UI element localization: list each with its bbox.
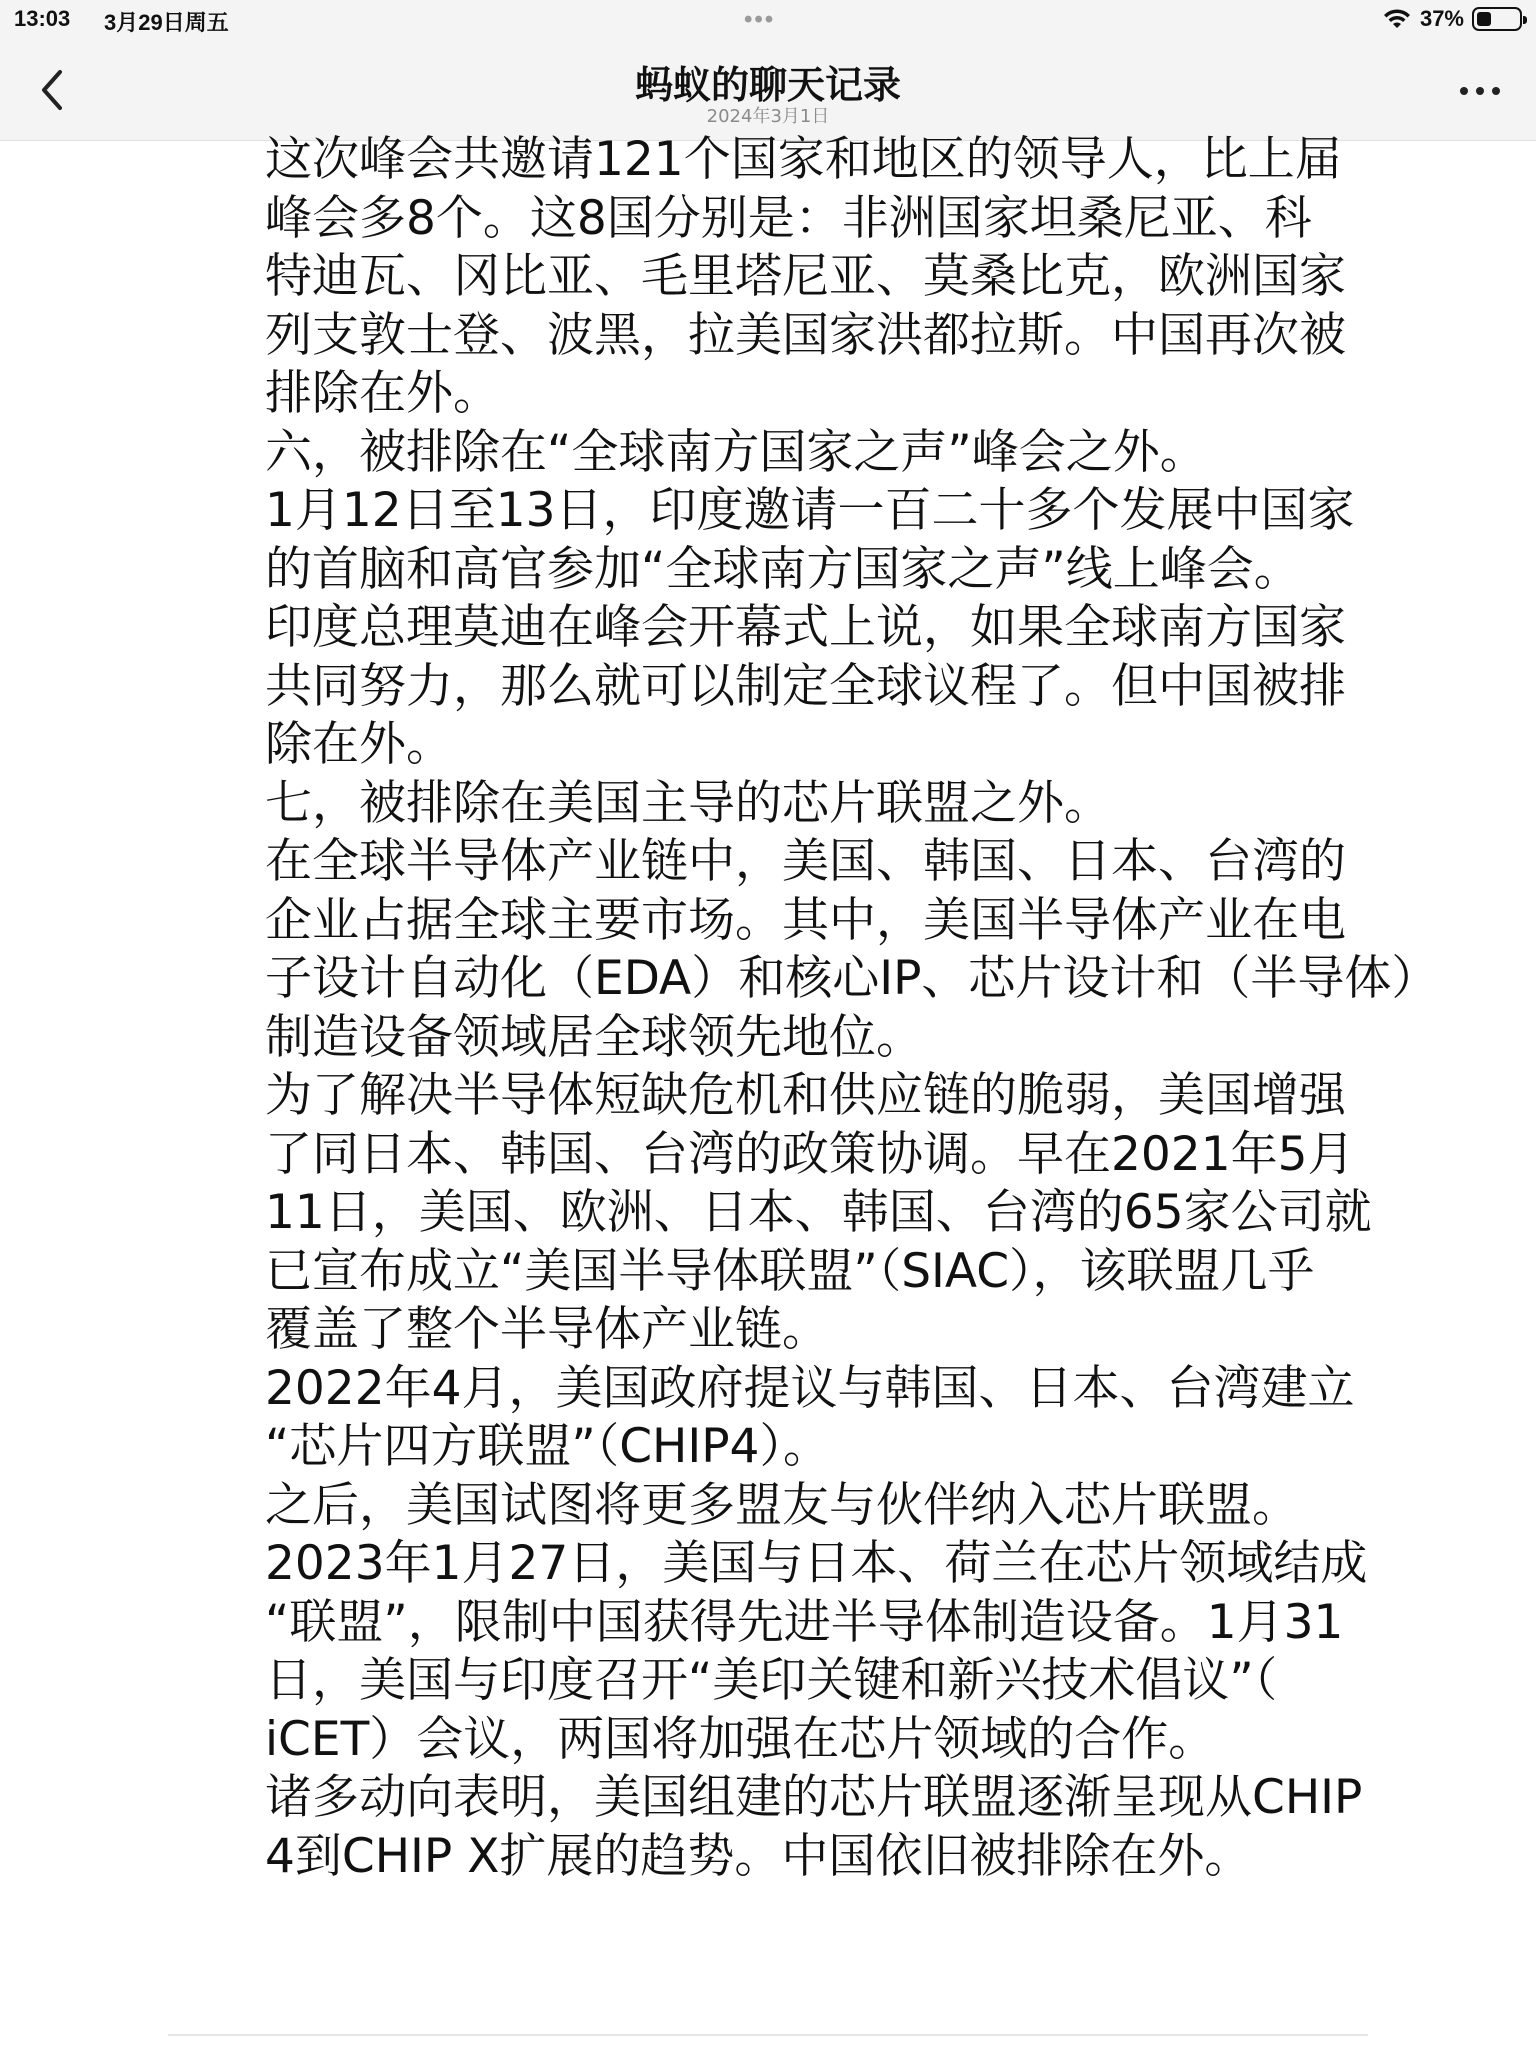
status-bar	[0, 0, 1536, 40]
text-line: 子设计自动化（EDA）和核心IP、芯片设计和（半导体）	[265, 951, 1439, 1006]
page-subtitle-date: 2024年3月1日	[706, 106, 830, 127]
text-line: 的首脑和高官参加“全球南方国家之声”线上峰会。	[265, 541, 1301, 597]
more-horizontal-icon[interactable]	[1452, 76, 1508, 106]
text-line: 1月12日至13日，印度邀请一百二十多个发展中国家	[265, 483, 1355, 538]
text-line: 企业占据全球主要市场。其中，美国半导体产业在电	[265, 892, 1346, 948]
text-line: 除在外。	[265, 717, 453, 772]
page-title: 蚂蚁的聊天记录	[634, 63, 901, 107]
text-line: iCET）会议，两国将加强在芯片领域的合作。	[265, 1711, 1216, 1767]
text-line: “联盟”，限制中国获得先进半导体制造设备。1月31	[265, 1594, 1344, 1650]
status-date: 3月29日周五	[104, 10, 229, 35]
text-line: 诸多动向表明，美国组建的芯片联盟逐渐呈现从CHIP	[265, 1770, 1363, 1825]
text-line: 2023年1月27日，美国与日本、荷兰在芯片领域结成	[265, 1536, 1368, 1591]
text-line: 在全球半导体产业链中，美国、韩国、日本、台湾的	[265, 834, 1346, 889]
text-line: 11日，美国、欧洲、日本、韩国、台湾的65家公司就	[265, 1185, 1372, 1240]
text-line: 日，美国与印度召开“美印关键和新兴技术倡议”（	[265, 1653, 1278, 1708]
text-line: 2022年4月，美国政府提议与韩国、日本、台湾建立	[265, 1360, 1355, 1416]
wifi-icon	[1382, 8, 1412, 30]
text-line: 共同努力，那么就可以制定全球议程了。但中国被排	[265, 658, 1346, 714]
text-line: “芯片四方联盟”（CHIP4）。	[265, 1419, 830, 1474]
battery-icon	[1472, 7, 1522, 31]
text-line: 峰会多8个。这8国分别是：非洲国家坦桑尼亚、科	[265, 190, 1312, 246]
text-line: 覆盖了整个半导体产业链。	[265, 1302, 829, 1357]
text-line: 4到CHIP X扩展的趋势。中国依旧被排除在外。	[265, 1828, 1252, 1884]
text-line: 特迪瓦、冈比亚、毛里塔尼亚、莫桑比克，欧洲国家	[265, 249, 1346, 304]
text-line: 为了解决半导体短缺危机和供应链的脆弱，美国增强	[265, 1068, 1346, 1123]
section-heading: 六，被排除在“全球南方国家之声”峰会之外。	[265, 424, 1207, 480]
text-line: 印度总理莫迪在峰会开幕式上说，如果全球南方国家	[265, 600, 1346, 655]
text-line: 了同日本、韩国、台湾的政策协调。早在2021年5月	[265, 1126, 1355, 1182]
text-line: 这次峰会共邀请121个国家和地区的领导人，比上届	[265, 132, 1342, 187]
divider	[168, 2034, 1368, 2036]
text-line: 排除在外。	[265, 366, 500, 421]
status-indicators	[1382, 6, 1522, 32]
status-time: 13:03	[14, 6, 71, 31]
text-line: 列支敦士登、波黑，拉美国家洪都拉斯。中国再次被	[265, 307, 1346, 363]
text-line: 之后，美国试图将更多盟友与伙伴纳入芯片联盟。	[265, 1477, 1299, 1533]
multitasking-dots[interactable]: •••	[744, 6, 776, 33]
text-line: 制造设备领域居全球领先地位。	[265, 1009, 923, 1065]
text-line: 已宣布成立“美国半导体联盟”（SIAC），该联盟几乎	[265, 1243, 1315, 1299]
navigation-bar	[0, 40, 1536, 141]
chat-record-text	[265, 131, 1439, 1886]
section-heading: 七，被排除在美国主导的芯片联盟之外。	[265, 775, 1111, 831]
battery-percentage: 37%	[1419, 6, 1464, 31]
